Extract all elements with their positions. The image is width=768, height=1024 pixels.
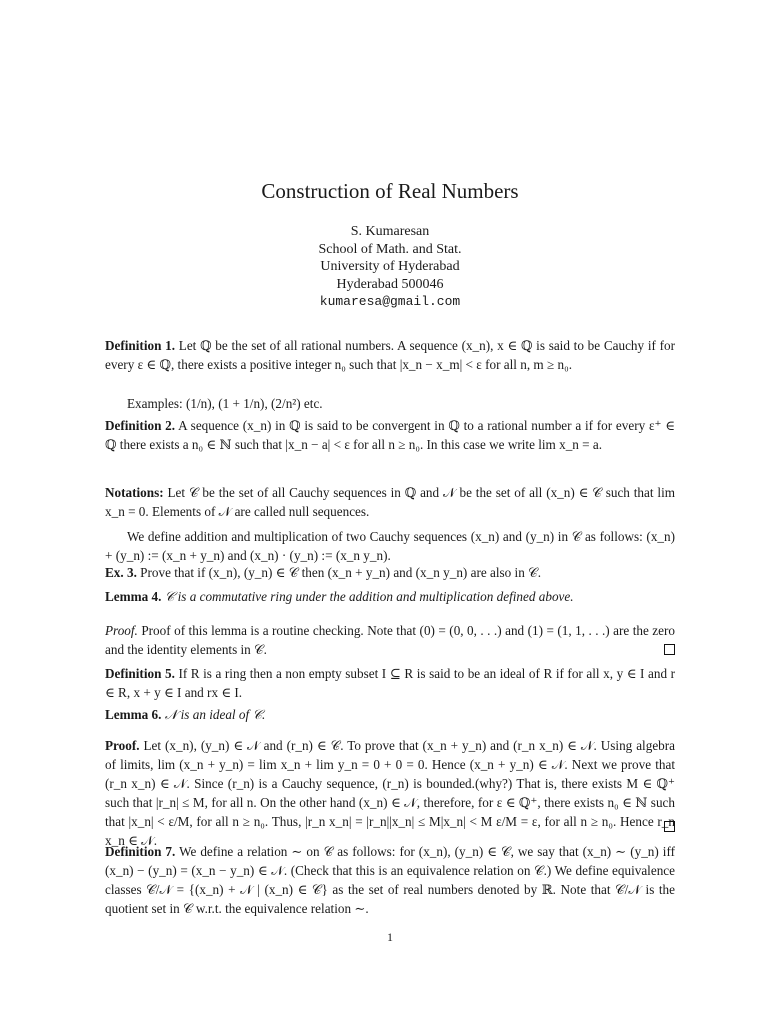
author-block bbox=[105, 223, 675, 311]
definition-7-label: Definition 7. bbox=[105, 844, 176, 859]
proof-4-text: Proof of this lemma is a routine checking. Note that (0) = (0, 0, . . .) and (1) = (1, 1, . . .) are the zero and the identity elements in 𝒞. bbox=[105, 623, 675, 657]
author-email: kumaresa@gmail.com bbox=[319, 294, 461, 309]
lemma-4-text: 𝒞 is a commutative ring under the addition and multiplication defined above. bbox=[164, 589, 574, 604]
definition-5-label: Definition 5. bbox=[105, 666, 175, 681]
definition-5-text: If R is a ring then a non empty subset I ⊆ R is said to be an ideal of R if for all x, y ∈ I and r ∈ R, x + y ∈ I and rx ∈ I. bbox=[105, 666, 675, 700]
definition-1-examples bbox=[127, 394, 675, 413]
lemma-6-label: Lemma 6. bbox=[105, 707, 162, 722]
proof-lemma-4 bbox=[105, 621, 675, 659]
definition-1-label: Definition 1. bbox=[105, 338, 176, 353]
definition-7-text: We define a relation ∼ on 𝒞 as follows: for (x_n), (y_n) ∈ 𝒞, we say that (x_n) ∼ (y_n) iff (x_n) − (y_n) = (x_n − y_n) ∈ 𝒩. (Check that this is an equivalence relation on 𝒞.) We define equivalence classes 𝒞/𝒩 = {(x_n) + 𝒩 | (x_n) ∈ 𝒞} as the set of real numbers denoted by ℝ. Note that 𝒞/𝒩 is the quotient set in 𝒞 w.r.t. the equivalence relation ∼. bbox=[105, 844, 675, 916]
exercise-3-label: Ex. 3. bbox=[105, 565, 137, 580]
qed-icon bbox=[664, 821, 675, 832]
author-name: S. Kumaresan bbox=[350, 224, 430, 239]
author-city: Hyderabad 500046 bbox=[336, 276, 444, 292]
qed-icon bbox=[664, 644, 675, 655]
author-university: University of Hyderabad bbox=[320, 259, 460, 274]
proof-6-label: Proof. bbox=[105, 738, 140, 753]
definition-7 bbox=[105, 842, 675, 918]
exercise-3 bbox=[105, 563, 675, 582]
definition-2-text: A sequence (x_n) in ℚ is said to be convergent in ℚ to a rational number a if for every ε⁺ ∈ ℚ there exists a n₀ ∈ ℕ such that |x_n − a| < ε for all n ≥ n₀. In this case we write lim x_n = a. bbox=[105, 418, 675, 452]
definition-2 bbox=[105, 416, 675, 454]
proof-lemma-6 bbox=[105, 736, 675, 850]
paper-title: Construction of Real Numbers bbox=[261, 179, 519, 203]
proof-4-label: Proof. bbox=[105, 623, 138, 638]
exercise-3-text: Prove that if (x_n), (y_n) ∈ 𝒞 then (x_n + y_n) and (x_n y_n) are also in 𝒞. bbox=[140, 565, 541, 580]
page-number: 1 bbox=[387, 930, 393, 944]
notations-text: Let 𝒞 be the set of all Cauchy sequences in ℚ and 𝒩 be the set of all (x_n) ∈ 𝒞 such that lim x_n = 0. Elements of 𝒩 are called null sequences. bbox=[105, 485, 675, 519]
definition-5 bbox=[105, 664, 675, 702]
notations-label: Notations: bbox=[105, 485, 164, 500]
proof-6-text: Let (x_n), (y_n) ∈ 𝒩 and (r_n) ∈ 𝒞. To prove that (x_n + y_n) and (r_n x_n) ∈ 𝒩. Using algebra of limits, lim (x_n + y_n) = lim x_n + lim y_n = 0 + 0 = 0. Hence (x_n + y_n) ∈ 𝒩. Next we prove that (r_n x_n) ∈ 𝒩. Since (r_n) is a Cauchy sequence, (r_n) is bounded.(why?) That is, there exists M ∈ ℚ⁺ such that |r_n| ≤ M, for all n. On the other hand (x_n) ∈ 𝒩, therefore, for ε ∈ ℚ⁺, there exists n₀ ∈ ℕ such that |x_n| < ε/M, for all n ≥ n₀. Thus, |r_n x_n| = |r_n||x_n| ≤ M|x_n| < M ε/M = ε, for all n ≥ n₀. Hence r_n x_n ∈ 𝒩. bbox=[105, 738, 676, 848]
lemma-6 bbox=[105, 705, 675, 724]
lemma-4-label: Lemma 4. bbox=[105, 589, 162, 604]
lemma-4 bbox=[105, 587, 675, 606]
author-dept: School of Math. and Stat. bbox=[318, 241, 462, 257]
notations bbox=[105, 483, 675, 565]
definition-1-text: Let ℚ be the set of all rational numbers. A sequence (x_n), x ∈ ℚ is said to be Cauchy if for every ε ∈ ℚ, there exists a positive integer n₀ such that |x_n − x_m| < ε for all n, m ≥ n₀. bbox=[105, 338, 675, 372]
examples-text: Examples: (1/n), (1 + 1/n), (2/n²) etc. bbox=[127, 396, 323, 411]
lemma-6-text: 𝒩 is an ideal of 𝒞. bbox=[164, 707, 266, 722]
definition-2-label: Definition 2. bbox=[105, 418, 176, 433]
definition-1 bbox=[105, 336, 675, 374]
notations-operations: We define addition and multiplication of two Cauchy sequences (x_n) and (y_n) in 𝒞 as follows: (x_n) + (y_n) := (x_n + y_n) and (x_n) · (y_n) := (x_n y_n). bbox=[105, 529, 675, 563]
